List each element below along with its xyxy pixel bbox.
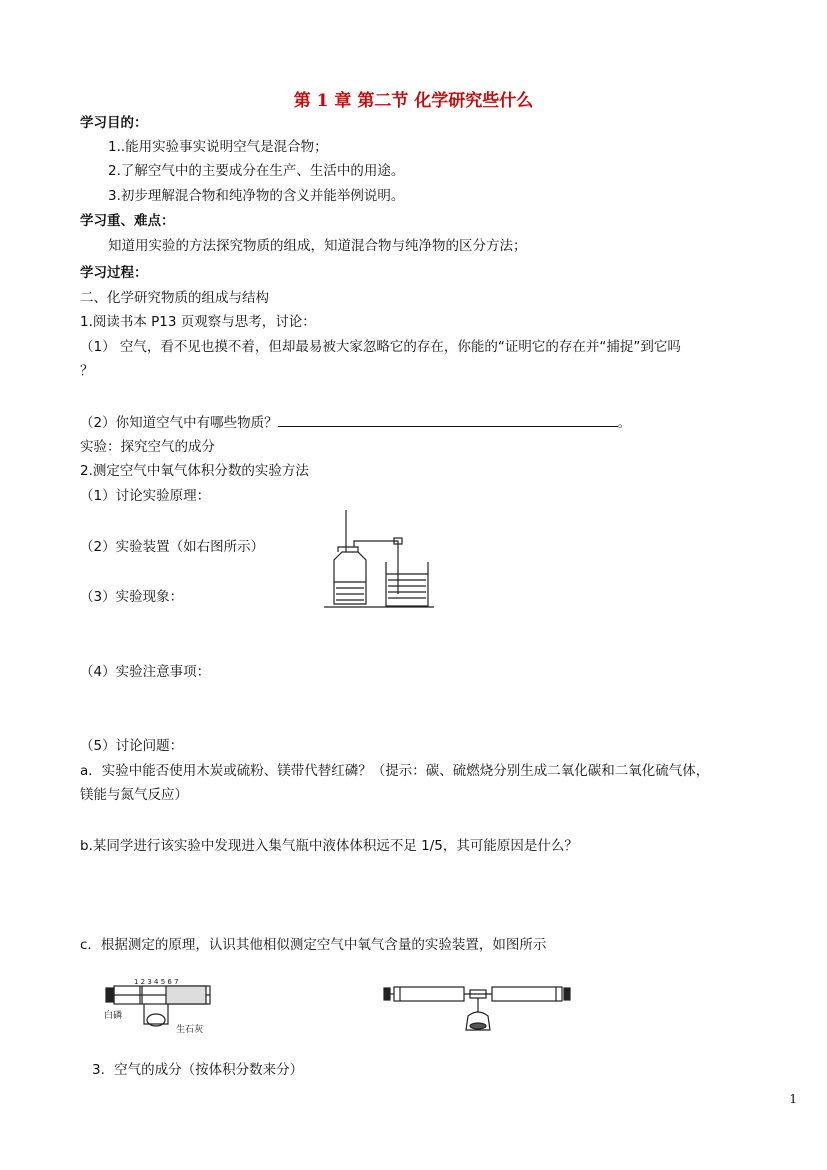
question-c: c．根据测定的原理，认识其他相似测定空气中氧气含量的实验装置，如图所示 [80,937,547,953]
page-title: 第 1 章 第二节 化学研究些什么 [293,91,534,111]
quicklime-label: 生石灰 [176,1025,204,1035]
question-b: b.某同学进行该实验中发现进入集气瓶中液体体积远不足 1/5，其可能原因是什么？ [80,838,578,854]
question-1: 1.阅读书本 P13 页观察与思考，讨论： [80,314,316,330]
question-2-4: （4）实验注意事项： [80,664,211,680]
question-1-1-cont: ？ [80,363,94,379]
section-2-heading: 二、化学研究物质的组成与结构 [80,290,269,306]
question-1-2-text: （2）你知道空气中有哪些物质？ [80,415,278,431]
question-1-2 [80,413,631,432]
goal-item-2: 2.了解空气中的主要成分在生产、生活中的用途。 [108,163,405,179]
goal-item-3: 3.初步理解混合物和纯净物的含义并能举例说明。 [108,188,405,204]
key-points-heading: 学习重、难点： [80,213,175,229]
question-a-line-1: a．实验中能否使用木炭或硫粉、镁带代替红磷？（提示：碳、硫燃烧分别生成二氧化碳和二氧化硫气体， [80,763,710,779]
question-a-line-2: 镁能与氮气反应） [80,787,188,803]
question-1-2-end: 。 [617,415,632,431]
experiment-label: 实验：探究空气的成分 [80,439,215,455]
white-phosphorus-label: 白磷 [104,1011,123,1021]
question-3: 3．空气的成分（按体积分数来分） [92,1062,304,1078]
syringe-figure [380,978,576,1040]
tube-figure [100,976,250,1040]
question-2-1: （1）讨论实验原理： [80,488,211,504]
page-number: 1 [789,1092,797,1106]
goal-item-1: 1..能用实验事实说明空气是混合物； [108,139,328,155]
process-heading: 学习过程： [80,265,148,281]
key-points-text: 知道用实验的方法探究物质的组成，知道混合物与纯净物的区分方法； [108,238,527,254]
question-2-2: （2）实验装置（如右图所示） [80,539,265,555]
answer-blank[interactable] [278,413,618,427]
tube-scale-label: 1 2 3 4 5 6 7 [134,978,179,986]
apparatus-figure [324,510,434,610]
question-1-1: （1） 空气，看不见也摸不着，但却最易被大家忽略它的存在，你能的“证明它的存在并“捕捉”到它吗 [80,339,681,355]
goals-heading: 学习目的： [80,115,148,131]
question-2-5: （5）讨论问题： [80,738,184,754]
question-2: 2.测定空气中氧气体积分数的实验方法 [80,463,309,479]
question-2-3: （3）实验现象： [80,589,184,605]
